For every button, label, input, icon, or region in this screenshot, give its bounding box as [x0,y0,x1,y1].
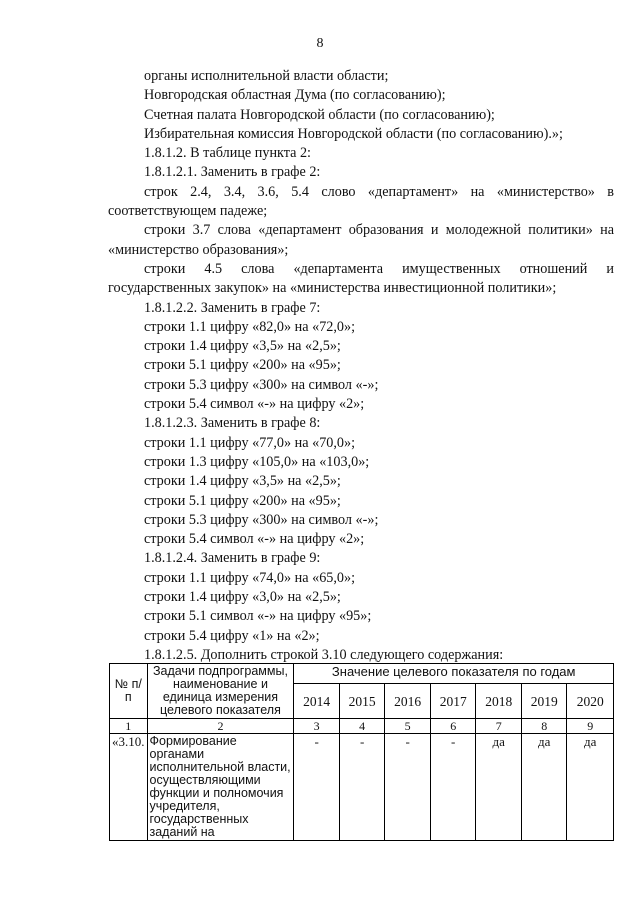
header-values: Значение целевого показателя по годам [294,664,614,684]
col-number: 8 [521,719,567,734]
year-cell: 2017 [430,684,476,719]
paragraph: 1.8.1.2. В таблице пункта 2: [144,145,312,162]
col-number: 9 [567,719,614,734]
paragraph: строки 1.1 цифру «82,0» на «72,0»; [144,318,356,335]
row-number: «3.10. [110,734,148,841]
row-value: - [339,734,385,841]
year-cell: 2016 [385,684,431,719]
col-number: 1 [110,719,148,734]
paragraph: 1.8.1.2.3. Заменить в графе 8: [144,415,321,432]
header-num: № п/п [110,664,148,719]
paragraph: 1.8.1.2.4. Заменить в графе 9: [144,550,321,567]
paragraph: строк 2.4, 3.4, 3.6, 5.4 слово «департамент» на «министерство» в соответствующем падеже; [108,183,614,220]
year-cell: 2019 [521,684,567,719]
paragraph: Новгородская областная Дума (по согласованию); [144,87,446,104]
document-body [108,67,614,665]
paragraph: строки 1.4 цифру «3,5» на «2,5»; [144,473,341,490]
col-number: 4 [339,719,385,734]
year-cell: 2020 [567,684,614,719]
paragraph: строки 3.7 слова «департамент образования и молодежной политики» на «министерство образования»; [108,222,614,258]
paragraph: строки 5.3 цифру «300» на символ «-»; [144,376,379,393]
paragraph: строки 5.1 цифру «200» на «95»; [144,357,341,374]
row-value: да [567,734,614,841]
year-cell: 2014 [294,684,340,719]
paragraph: органы исполнительной власти области; [144,68,389,84]
col-number: 2 [147,719,294,734]
paragraph: строки 5.4 символ «-» на цифру «2»; [144,531,365,548]
row-value: да [476,734,522,841]
row-value: - [430,734,476,841]
paragraph: строки 5.4 символ «-» на цифру «2»; [144,396,365,413]
paragraph: 1.8.1.2.2. Заменить в графе 7: [144,299,321,316]
year-cell: 2018 [476,684,522,719]
paragraph: строки 4.5 слова «департамента имущественных отношений и государственных закупок» на «министерства инвестиционной политики»; [108,260,614,297]
paragraph: Избирательная комиссия Новгородской области (по согласованию).»; [144,125,563,142]
paragraph: строки 5.3 цифру «300» на символ «-»; [144,511,379,528]
paragraph: строки 5.1 цифру «200» на «95»; [144,492,341,509]
paragraph: строки 1.1 цифру «74,0» на «65,0»; [144,569,356,586]
indicator-table [109,663,614,841]
year-cell: 2015 [339,684,385,719]
paragraph: строки 1.1 цифру «77,0» на «70,0»; [144,434,356,451]
row-task: Формирование органами исполнительной власти, осуществляющими функции и полномочия учредителя, государственных заданий на [147,734,294,841]
paragraph: строки 1.4 цифру «3,5» на «2,5»; [144,338,341,355]
header-tasks: Задачи подпрограммы, наименование и единица измерения целевого показателя [147,664,294,719]
col-number: 6 [430,719,476,734]
paragraph: строки 5.4 цифру «1» на «2»; [144,627,320,644]
paragraph: 1.8.1.2.5. Дополнить строкой 3.10 следующего содержания: [144,646,504,663]
paragraph: Счетная палата Новгородской области (по согласованию); [144,106,495,123]
paragraph: строки 1.4 цифру «3,0» на «2,5»; [144,589,341,606]
col-number: 5 [385,719,431,734]
paragraph: 1.8.1.2.1. Заменить в графе 2: [144,164,321,181]
row-value: - [294,734,340,841]
paragraph: строки 1.3 цифру «105,0» на «103,0»; [144,453,370,470]
page-number: 8 [316,36,324,51]
paragraph: строки 5.1 символ «-» на цифру «95»; [144,608,372,625]
row-value: - [385,734,431,841]
col-number: 7 [476,719,522,734]
row-value: да [521,734,567,841]
col-number: 3 [294,719,340,734]
